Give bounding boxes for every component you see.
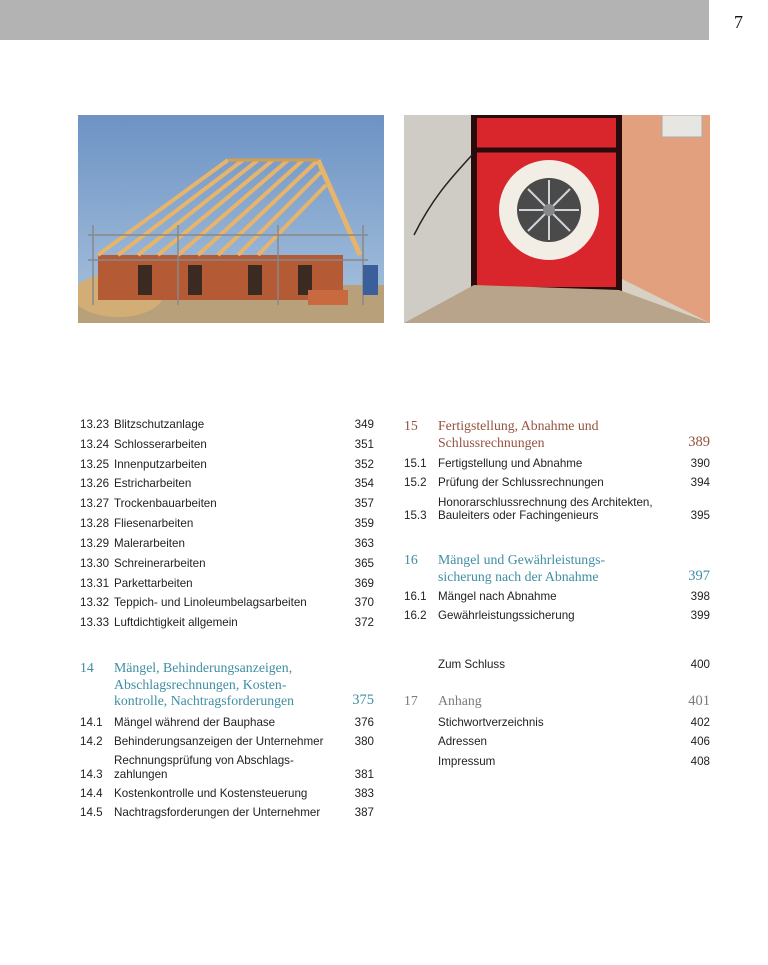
toc-entry[interactable] xyxy=(80,438,374,451)
entry-page: 365 xyxy=(354,556,374,570)
entry-title: Stichwortverzeichnis xyxy=(438,716,544,730)
toc-entry[interactable] xyxy=(80,577,374,590)
toc-entry[interactable] xyxy=(80,596,374,609)
entry-title: Prüfung der Schlussrechnungen xyxy=(438,476,604,490)
toc-entry[interactable] xyxy=(80,735,374,748)
toc-entry[interactable] xyxy=(404,476,710,489)
entry-title: Gewährleistungssicherung xyxy=(438,608,575,622)
toc-entry[interactable] xyxy=(80,716,374,729)
chapter-title: Mängel, Behinderungsanzeigen, Abschlagsrechnungen, Kosten- kontrolle, Nachtragsforderungen xyxy=(114,660,295,709)
toc-entry[interactable] xyxy=(80,517,374,530)
entry-title: Fliesenarbeiten xyxy=(114,517,194,531)
entry-page: 408 xyxy=(690,754,710,768)
entry-number: 14.2 xyxy=(80,735,103,749)
entry-number: 13.32 xyxy=(80,596,110,610)
entry-page: 363 xyxy=(354,536,374,550)
entry-number: 14.3 xyxy=(80,767,103,781)
entry-title: Mängel nach Abnahme xyxy=(438,589,557,603)
entry-page: 370 xyxy=(354,596,374,610)
entry-title: Honorarschlussrechnung des Architekten, Bauleiters oder Fachingenieurs xyxy=(438,495,653,523)
entry-number: 14.5 xyxy=(80,806,103,820)
toc-entry[interactable] xyxy=(404,609,710,622)
chapter-page: 401 xyxy=(688,692,710,709)
entry-title: Blitzschutzanlage xyxy=(114,418,205,431)
entry-title: Impressum xyxy=(438,754,496,768)
entry-title: Malerarbeiten xyxy=(114,536,185,550)
toc-entry[interactable] xyxy=(80,616,374,629)
toc-entry[interactable] xyxy=(80,537,374,550)
entry-number: 13.27 xyxy=(80,497,110,511)
entry-title: Rechnungsprüfung von Abschlags- zahlungen xyxy=(114,754,294,781)
chapter-title: Anhang xyxy=(438,693,482,709)
entry-number: 13.25 xyxy=(80,457,110,471)
entry-page: 372 xyxy=(354,616,374,630)
entry-number: 13.26 xyxy=(80,477,110,491)
entry-number: 14.4 xyxy=(80,787,103,801)
chapter-page: 397 xyxy=(688,568,710,585)
entry-title: Kostenkontrolle und Kostensteuerung xyxy=(114,787,308,801)
entry-page: 383 xyxy=(354,787,374,801)
chapter-number: 14 xyxy=(80,660,94,676)
entry-page: 400 xyxy=(690,658,710,672)
entry-number: 13.31 xyxy=(80,576,110,590)
entry-page: 349 xyxy=(354,418,374,431)
toc-entry[interactable] xyxy=(404,735,710,748)
entry-page: 402 xyxy=(690,716,710,730)
toc-entry[interactable] xyxy=(80,497,374,510)
entry-page: 352 xyxy=(354,457,374,471)
toc-entry[interactable] xyxy=(404,496,710,523)
toc-chapter-14[interactable] xyxy=(80,660,374,710)
entry-page: 359 xyxy=(354,517,374,531)
entry-title: Luftdichtigkeit allgemein xyxy=(114,616,238,630)
toc-chapter-15[interactable] xyxy=(404,418,710,451)
entry-page: 380 xyxy=(354,735,374,749)
toc-entry[interactable] xyxy=(80,557,374,570)
toc-entry-closing[interactable] xyxy=(404,658,710,671)
toc-entry[interactable] xyxy=(80,806,374,819)
toc-entry[interactable] xyxy=(80,787,374,800)
chapter-page: 375 xyxy=(352,692,374,709)
entry-page: 387 xyxy=(354,806,374,820)
entry-number: 15.2 xyxy=(404,476,427,490)
toc-entry[interactable] xyxy=(80,754,374,781)
entry-number: 16.1 xyxy=(404,589,427,603)
toc-entry[interactable] xyxy=(80,458,374,471)
entry-number: 13.24 xyxy=(80,437,110,451)
house-construction-photo xyxy=(78,115,384,323)
entry-title: Schreinerarbeiten xyxy=(114,556,206,570)
entry-page: 381 xyxy=(354,767,374,781)
entry-page: 390 xyxy=(690,457,710,471)
entry-title: Mängel während der Bauphase xyxy=(114,715,276,729)
header-bar xyxy=(0,0,709,40)
entry-page: 395 xyxy=(690,509,710,523)
entry-number: 13.33 xyxy=(80,616,110,630)
entry-title: Estricharbeiten xyxy=(114,477,192,491)
chapter-title: Mängel und Gewährleistungs- sicherung nach der Abnahme xyxy=(438,552,606,584)
toc-entry[interactable] xyxy=(80,418,374,431)
entry-number: 14.1 xyxy=(80,715,103,729)
chapter-number: 16 xyxy=(404,552,418,568)
entry-page: 369 xyxy=(354,576,374,590)
entry-page: 406 xyxy=(690,735,710,749)
entry-page: 354 xyxy=(354,477,374,491)
entry-number: 13.23 xyxy=(80,418,110,431)
entry-title: Parkettarbeiten xyxy=(114,576,193,590)
toc-right-column xyxy=(404,418,710,774)
entry-page: 394 xyxy=(690,476,710,490)
chapter-title: Fertigstellung, Abnahme und Schlussrechnungen xyxy=(438,418,599,450)
toc-chapter-16[interactable] xyxy=(404,552,710,585)
page-number: 7 xyxy=(734,11,743,32)
toc-entry[interactable] xyxy=(404,457,710,470)
entry-page: 351 xyxy=(354,437,374,451)
entry-number: 15.3 xyxy=(404,509,427,523)
entry-page: 398 xyxy=(690,589,710,603)
entry-title: Behinderungsanzeigen der Unternehmer xyxy=(114,735,324,749)
blower-door-photo xyxy=(404,115,710,323)
chapter-number: 17 xyxy=(404,693,418,709)
entry-title: Fertigstellung und Abnahme xyxy=(438,457,583,471)
entry-title: Zum Schluss xyxy=(438,658,506,672)
entry-title: Teppich- und Linoleumbelagsarbeiten xyxy=(114,596,307,610)
entry-number: 13.30 xyxy=(80,556,110,570)
entry-title: Nachtragsforderungen der Unternehmer xyxy=(114,806,321,820)
entry-page: 357 xyxy=(354,497,374,511)
toc-entry[interactable] xyxy=(404,590,710,603)
entry-number: 13.28 xyxy=(80,517,110,531)
entry-number: 16.2 xyxy=(404,608,427,622)
toc-entry[interactable] xyxy=(80,477,374,490)
toc-entry[interactable] xyxy=(404,755,710,768)
entry-title: Adressen xyxy=(438,735,487,749)
entry-title: Schlosserarbeiten xyxy=(114,437,207,451)
entry-page: 376 xyxy=(354,715,374,729)
chapter-number: 15 xyxy=(404,418,418,433)
toc-left-column xyxy=(80,418,374,826)
entry-page: 399 xyxy=(690,608,710,622)
entry-number: 13.29 xyxy=(80,536,110,550)
toc-entry[interactable] xyxy=(404,716,710,729)
entry-number: 15.1 xyxy=(404,457,427,471)
entry-title: Innenputzarbeiten xyxy=(114,457,207,471)
toc-chapter-17[interactable] xyxy=(404,693,710,710)
chapter-page: 389 xyxy=(688,433,710,450)
entry-title: Trockenbauarbeiten xyxy=(114,497,217,511)
